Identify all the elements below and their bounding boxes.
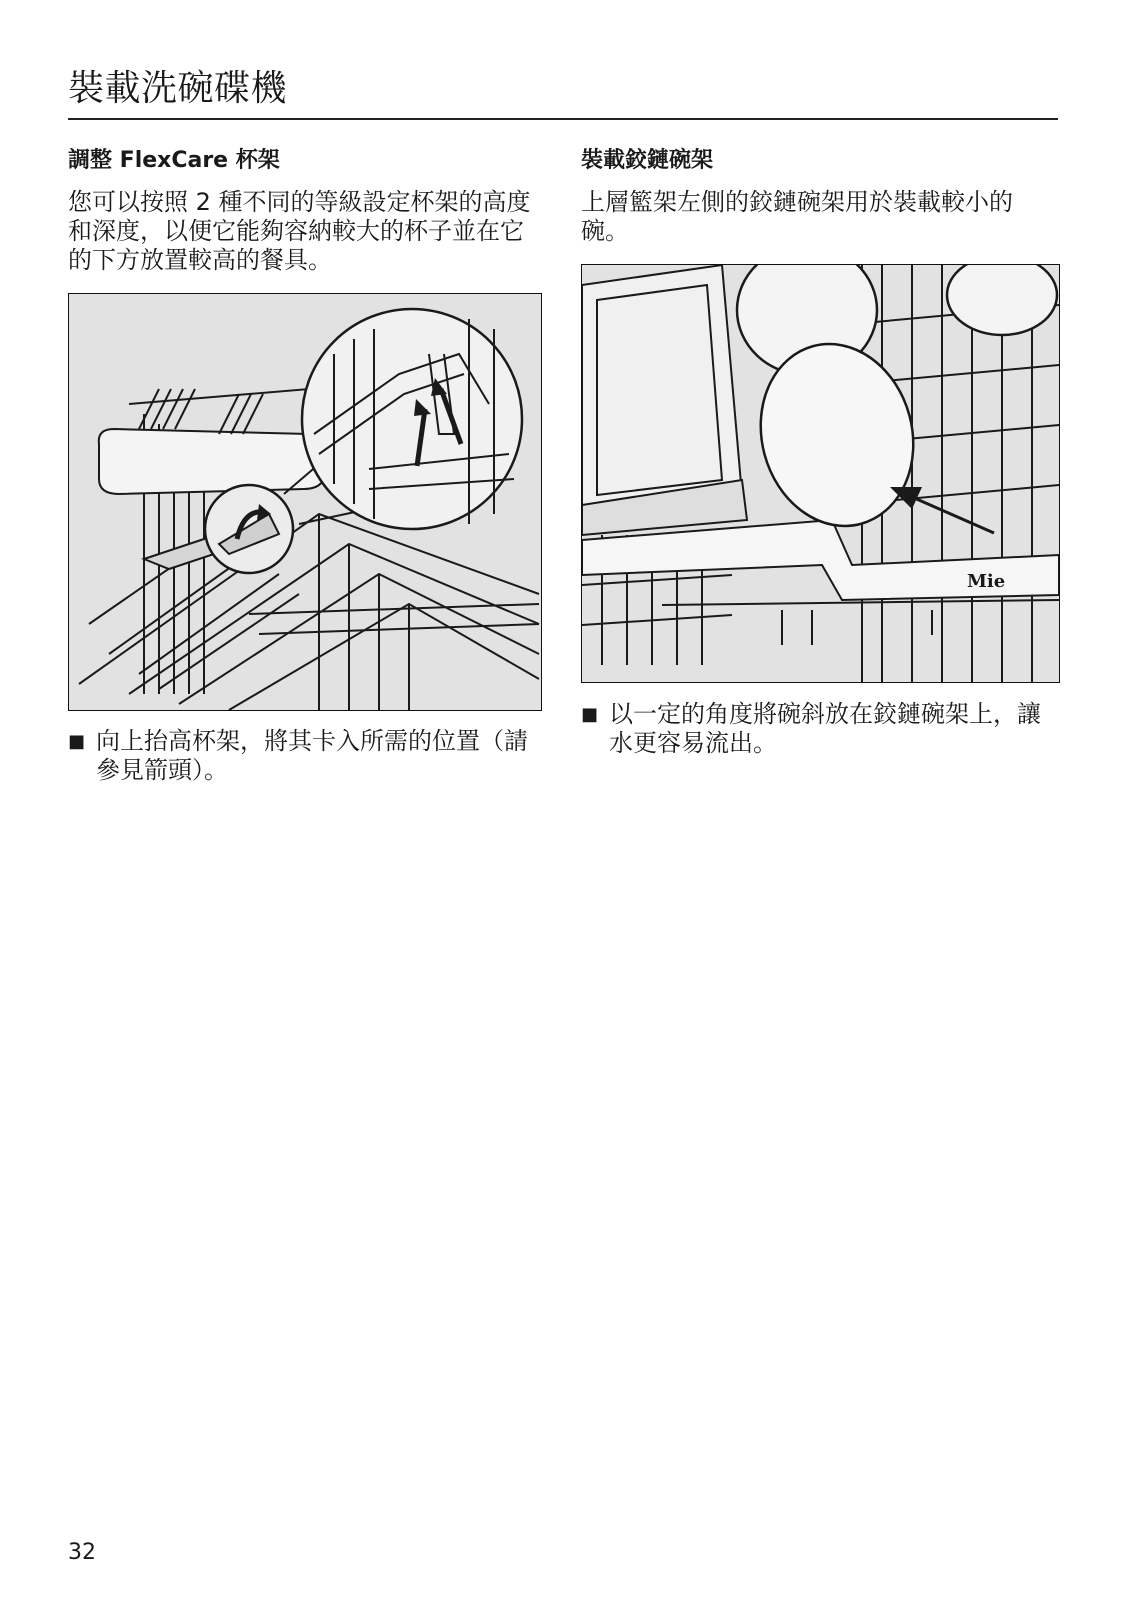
bowl-rack-instruction — [581, 700, 1053, 758]
flexcare-instruction-text: 向上抬高杯架，將其卡入所需的位置（請參見箭頭）。 — [96, 727, 528, 784]
cup-rack-illustration — [68, 293, 542, 711]
bullet-square-icon: ■ — [581, 704, 599, 725]
bullet-square-icon: ■ — [68, 731, 86, 752]
left-column — [68, 146, 540, 275]
hinged-rack-description: 上層籃架左側的鉸鏈碗架用於裝載較小的碗。 — [581, 188, 1013, 245]
right-column — [581, 146, 1053, 246]
hinged-bowl-rack-illustration — [581, 264, 1060, 683]
section-heading-flexcare: 調整 FlexCare 杯架 — [68, 148, 280, 173]
bowl-rack-instruction-text: 以一定的角度將碗斜放在鉸鏈碗架上，讓水更容易流出。 — [609, 700, 1041, 757]
flexcare-description: 您可以按照 2 種不同的等級設定杯架的高度和深度，以便它能夠容納較大的杯子並在它的下方放置較高的餐具。 — [68, 188, 531, 274]
cup-rack-drawing — [69, 294, 541, 710]
section-heading-hinged-rack: 裝載鉸鏈碗架 — [581, 148, 714, 173]
bowl-rack-drawing — [582, 265, 1059, 682]
page-number: 32 — [68, 1540, 96, 1565]
title-divider — [68, 118, 1058, 120]
page-title: 裝載洗碗碟機 — [68, 68, 288, 109]
brand-lettering: Mie — [967, 571, 1006, 592]
flexcare-instruction — [68, 727, 540, 785]
